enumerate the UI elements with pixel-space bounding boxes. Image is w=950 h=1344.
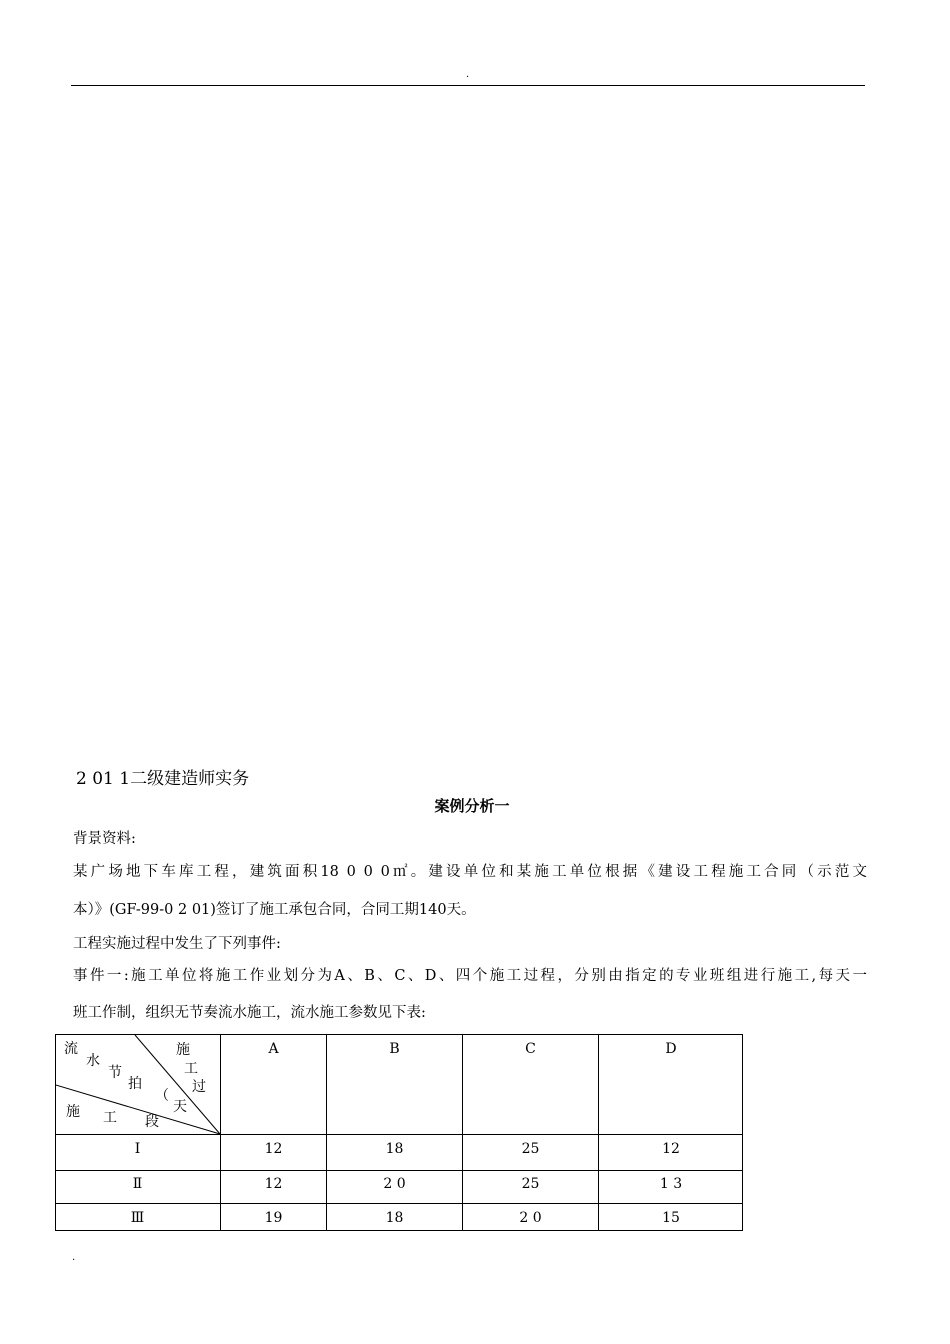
corner-char-jie: 节 <box>108 1065 122 1081</box>
corner-char-tian: 天 <box>173 1099 187 1115</box>
corner-char-duan: 段 <box>145 1114 159 1130</box>
table-cell-1-d: 12 <box>662 1141 680 1157</box>
table-cell-3-a: 19 <box>264 1210 283 1226</box>
corner-char-gong-top: 工 <box>184 1061 198 1077</box>
corner-char-shi-bottom: 施 <box>66 1104 80 1120</box>
row-label-1: Ⅰ <box>134 1141 141 1157</box>
table-cell-1-c: 25 <box>521 1141 540 1157</box>
flow-parameter-table <box>55 1034 743 1231</box>
paragraph-3-line-1: 事件一:施工单位将施工作业划分为A、B、C、D、四个施工过程，分别由指定的专业班组进行施工,每天一 <box>73 968 867 984</box>
background-label: 背景资料: <box>73 831 136 847</box>
corner-char-shi-top: 施 <box>176 1042 190 1058</box>
header-marker: . <box>466 69 470 80</box>
paragraph-3-line-2: 班工作制，组织无节奏流水施工，流水施工参数见下表: <box>73 1005 426 1021</box>
row-label-3: Ⅲ <box>130 1210 145 1226</box>
paragraph-1-line-1: 某广场地下车库工程，建筑面积18 0 0 0㎡。建设单位和某施工单位根据《建设工程施工合同（示范文 <box>73 864 867 880</box>
table-cell-2-b: 2 0 <box>383 1176 406 1192</box>
document-heading: 2 01 1二级建造师实务 <box>76 769 250 789</box>
corner-char-shui: 水 <box>86 1053 100 1069</box>
table-cell-2-d: 1 3 <box>659 1176 683 1192</box>
column-header-b: B <box>389 1041 400 1057</box>
corner-char-pai: 拍 <box>128 1076 142 1092</box>
table-grid <box>55 1034 745 1233</box>
corner-char-gong-bottom: 工 <box>103 1110 117 1126</box>
table-cell-1-a: 12 <box>264 1141 283 1157</box>
table-cell-1-b: 18 <box>385 1141 404 1157</box>
table-cell-3-c: 2 0 <box>519 1210 542 1226</box>
corner-char-liu: 流 <box>64 1041 78 1057</box>
corner-char-guo: 过 <box>192 1079 206 1095</box>
corner-char-paren: （ <box>155 1088 169 1104</box>
paragraph-1-line-2: 本）》(GF-99-0 2 01)签订了施工承包合同，合同工期140天。 <box>73 902 476 918</box>
table-cell-3-d: 15 <box>662 1210 680 1226</box>
case-title: 案例分析一 <box>434 797 510 815</box>
column-header-d: D <box>665 1041 677 1057</box>
table-cell-2-a: 12 <box>264 1176 283 1192</box>
paragraph-2: 工程实施过程中发生了下列事件: <box>73 936 281 952</box>
row-label-2: Ⅱ <box>132 1176 143 1192</box>
table-cell-2-c: 25 <box>521 1176 540 1192</box>
header-rule <box>71 85 865 86</box>
column-header-a: A <box>268 1041 279 1057</box>
footer-marker: . <box>72 1252 76 1263</box>
table-cell-3-b: 18 <box>385 1210 404 1226</box>
column-header-c: C <box>525 1041 536 1057</box>
